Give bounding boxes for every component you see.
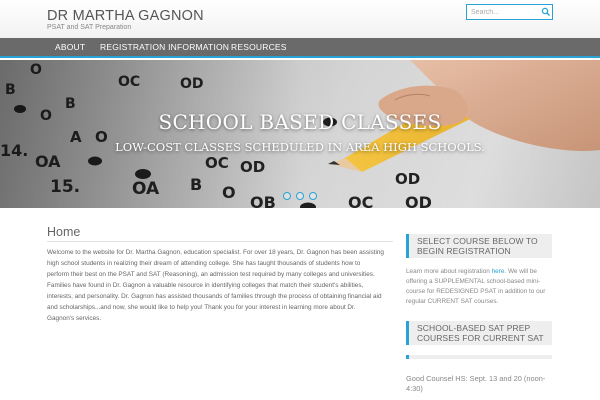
widget-title-registration bbox=[406, 234, 552, 258]
search-input[interactable] bbox=[467, 5, 537, 19]
courses-progress-bar bbox=[406, 355, 552, 359]
intro-line: Gagnon's services. bbox=[47, 315, 102, 322]
widget-title-line: BEGIN REGISTRATION bbox=[417, 246, 511, 256]
widget-text-line: course for REDESIGNED PSAT in addition to our bbox=[406, 288, 546, 295]
widget-text-part: . We will be bbox=[504, 268, 537, 275]
slider-dot-3[interactable] bbox=[309, 192, 317, 200]
courses-progress-fill bbox=[406, 355, 409, 359]
widget-title-line: SCHOOL-BASED SAT PREP bbox=[417, 323, 531, 333]
hero-subtitle: LOW-COST CLASSES SCHEDULED IN AREA HIGH SCHOOLS. bbox=[115, 140, 485, 154]
site-header bbox=[0, 0, 600, 38]
intro-line: perform their best on the PSAT and SAT (Reasoning), an admission test required by many colleges and universities. bbox=[47, 271, 375, 278]
course-line: 4:30) bbox=[406, 384, 423, 393]
intro-line: Welcome to the website for Dr. Martha Gagnon, education specialist. For over 18 years, Dr. Gagnon has been assisting bbox=[47, 249, 384, 256]
widget-title-line: COURSES FOR CURRENT SAT bbox=[417, 333, 544, 343]
slider-dot-2[interactable] bbox=[296, 192, 304, 200]
course-item[interactable] bbox=[406, 374, 552, 394]
intro-text bbox=[47, 247, 393, 324]
nav-item-registration-information[interactable]: REGISTRATION INFORMATION bbox=[100, 42, 230, 52]
site-title[interactable]: DR MARTHA GAGNON bbox=[47, 8, 204, 24]
registration-here-link[interactable]: here bbox=[491, 268, 505, 275]
widget-title-line: SELECT COURSE BELOW TO bbox=[417, 236, 538, 246]
intro-line: and scholarships...and now, she would like to help you! Thank you for your interest in learning more about Dr. bbox=[47, 304, 356, 311]
slider-dot-1[interactable] bbox=[283, 192, 291, 200]
hero-title: SCHOOL BASED CLASSES bbox=[158, 110, 442, 134]
widget-text-line: regular CURRENT SAT courses. bbox=[406, 298, 499, 305]
nav-item-resources[interactable]: RESOURCES bbox=[231, 42, 287, 52]
widget-title-sat-courses bbox=[406, 321, 552, 345]
widget-text-line: offering a SUPPLEMENTAL school-based mini- bbox=[406, 278, 541, 285]
title-divider bbox=[47, 241, 393, 242]
hero-slider bbox=[0, 60, 600, 208]
site-tagline: PSAT and SAT Preparation bbox=[47, 24, 132, 31]
course-line: Good Counsel HS: Sept. 13 and 20 (noon- bbox=[406, 374, 546, 383]
search-icon[interactable] bbox=[541, 7, 551, 17]
answer-sheet-image bbox=[0, 60, 600, 208]
widget-text-part: Learn more about registration bbox=[406, 268, 492, 275]
intro-line: Families have found in Dr. Gagnon a valuable resource in identifying colleges that match their student's abilities, bbox=[47, 282, 364, 289]
intro-line: interests, and personality. Dr. Gagnon has assisted thousands of families through the process of obtaining financial aid bbox=[47, 293, 382, 300]
intro-line: high school students in realizing their dream of attending college. She has taught thousands of students how to bbox=[47, 260, 361, 267]
main-nav bbox=[0, 38, 600, 58]
search-box bbox=[466, 4, 553, 20]
page-title: Home bbox=[47, 225, 81, 239]
widget-registration-text bbox=[406, 267, 552, 307]
nav-item-about[interactable]: ABOUT bbox=[55, 42, 86, 52]
